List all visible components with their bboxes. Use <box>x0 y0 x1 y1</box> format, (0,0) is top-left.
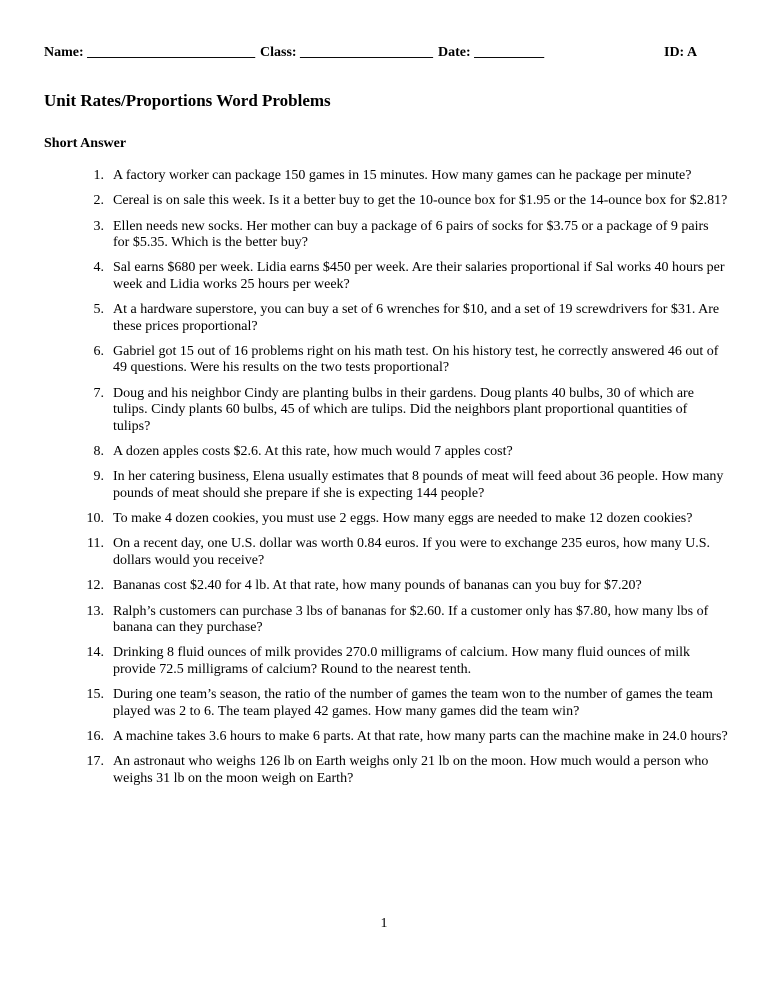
question-text: Doug and his neighbor Cindy are planting bulbs in their gardens. Doug plants 40 bulbs, 30 of which are tulips. Cindy plants 60 bulbs, 45 of which are tulips. Did the neighbors plant proportional quantities of tulips? <box>113 385 694 434</box>
date-field-label: Date: __________ <box>438 45 545 60</box>
question-text: Ellen needs new socks. Her mother can buy a package of 6 pairs of socks for $3.75 or a package of 9 pairs for $5.35. Which is the better buy? <box>113 218 709 251</box>
question-item <box>78 444 728 461</box>
question-text: In her catering business, Elena usually estimates that 8 pounds of meat will feed about 36 people. How many pounds of meat should she prepare if she is expecting 144 people? <box>113 469 724 501</box>
question-text: At a hardware superstore, you can buy a set of 6 wrenches for $10, and a set of 19 screwdrivers for $31. Are these prices proportional? <box>113 302 720 334</box>
question-number: 6. <box>93 343 104 359</box>
question-number: 7. <box>93 385 104 401</box>
question-text: Ralph’s customers can purchase 3 lbs of bananas for $2.60. If a customer only has $7.80, how many lbs of banana can they purchase? <box>113 603 709 636</box>
question-number: 15. <box>86 687 104 703</box>
question-text: Cereal is on sale this week. Is it a better buy to get the 10-ounce box for $1.95 or the 14-ounce box for $2.81? <box>113 193 728 209</box>
worksheet-header <box>44 45 704 65</box>
question-list <box>78 168 728 796</box>
question-number: 13. <box>86 603 104 619</box>
question-number: 11. <box>87 536 104 552</box>
question-item <box>78 536 728 569</box>
question-item <box>78 645 728 678</box>
question-item <box>78 219 728 252</box>
question-item <box>78 193 728 210</box>
question-number: 10. <box>86 511 104 527</box>
question-number: 5. <box>93 302 104 318</box>
question-number: 12. <box>86 578 104 594</box>
question-text: Sal earns $680 per week. Lidia earns $450 per week. Are their salaries proportional if Sal works 40 hours per week and Lidia works 25 hours per week? <box>113 260 725 292</box>
question-item <box>78 302 728 335</box>
question-item <box>78 604 728 637</box>
question-text: A factory worker can package 150 games in 15 minutes. How many games can he package per minute? <box>113 168 692 183</box>
question-text: An astronaut who weighs 126 lb on Earth weighs only 21 lb on the moon. How much would a person who weighs 31 lb on the moon weigh on Earth? <box>113 754 709 786</box>
class-field-label: Class: ___________________ <box>260 45 434 60</box>
page-number: 1 <box>380 916 388 931</box>
question-number: 9. <box>93 469 104 485</box>
question-number: 4. <box>93 260 104 276</box>
question-item <box>78 469 728 502</box>
question-text: Bananas cost $2.40 for 4 lb. At that rate, how many pounds of bananas can you buy for $7.20? <box>113 578 642 594</box>
question-item <box>78 386 728 436</box>
question-item <box>78 168 728 185</box>
section-heading: Short Answer <box>44 136 127 151</box>
question-text: On a recent day, one U.S. dollar was worth 0.84 euros. If you were to exchange 235 euros, how many U.S. dollars would you receive? <box>113 536 711 568</box>
question-text: During one team’s season, the ratio of the number of games the team won to the number of games the team played was 2 to 6. The team played 42 games. How many games did the team win? <box>113 687 713 719</box>
question-number: 17. <box>86 754 104 770</box>
question-item <box>78 260 728 293</box>
id-label: ID: A <box>664 45 698 60</box>
question-item <box>78 687 728 720</box>
question-number: 14. <box>86 645 104 661</box>
question-text: Drinking 8 fluid ounces of milk provides 270.0 milligrams of calcium. How many fluid ounces of milk provide 72.5 milligrams of calcium? Round to the nearest tenth. <box>113 645 691 677</box>
question-number: 1. <box>93 168 104 183</box>
question-item <box>78 511 728 528</box>
name-field-label: Name: ________________________ <box>44 45 256 60</box>
question-item <box>78 578 728 595</box>
question-item <box>78 754 728 787</box>
question-text: A machine takes 3.6 hours to make 6 parts. At that rate, how many parts can the machine make in 24.0 hours? <box>113 728 728 744</box>
question-item <box>78 729 728 746</box>
question-number: 3. <box>93 218 104 234</box>
question-number: 16. <box>86 728 104 744</box>
question-text: Gabriel got 15 out of 16 problems right on his math test. On his history test, he correctly answered 46 out of 49 questions. Were his results on the two tests proportional? <box>113 343 719 376</box>
question-item <box>78 344 728 377</box>
question-number: 8. <box>93 444 104 460</box>
worksheet-title: Unit Rates/Proportions Word Problems <box>44 91 331 110</box>
question-text: To make 4 dozen cookies, you must use 2 eggs. How many eggs are needed to make 12 dozen cookies? <box>113 511 693 527</box>
question-text: A dozen apples costs $2.6. At this rate, how much would 7 apples cost? <box>113 444 513 460</box>
question-number: 2. <box>93 193 104 209</box>
